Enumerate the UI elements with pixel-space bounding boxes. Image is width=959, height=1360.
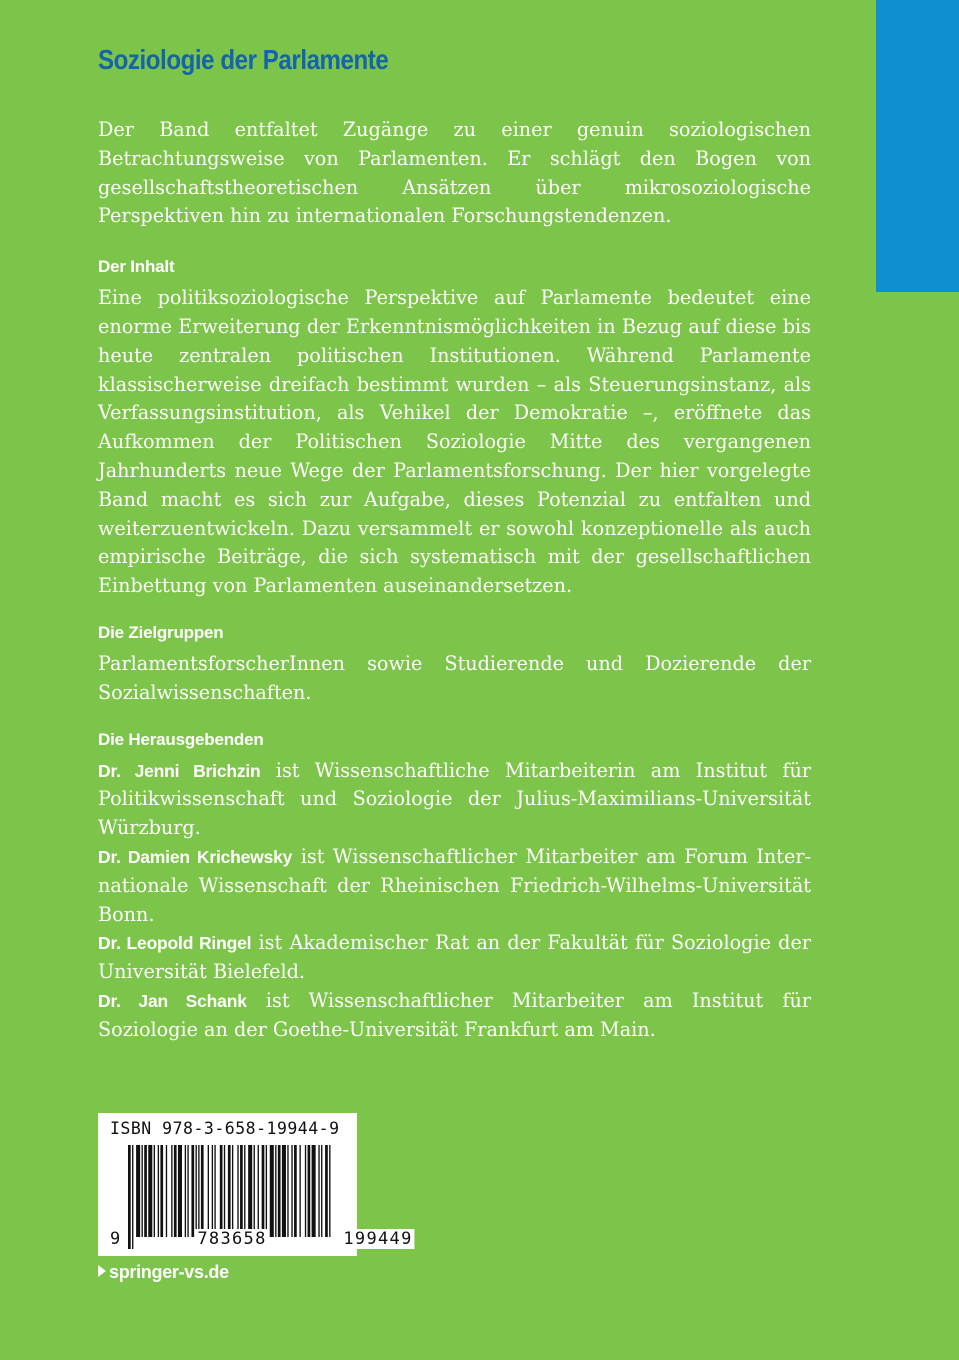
barcode-bar bbox=[191, 1145, 194, 1237]
barcode-bar bbox=[196, 1145, 197, 1237]
isbn-barcode bbox=[98, 1113, 413, 1256]
barcode-bar bbox=[294, 1145, 297, 1237]
barcode-bar bbox=[321, 1145, 322, 1237]
heading-zielgruppen: Die Zielgruppen bbox=[98, 622, 224, 642]
barcode-bar bbox=[187, 1145, 188, 1237]
editor-name: Dr. Leopold Ringel bbox=[98, 933, 252, 954]
publisher-link[interactable] bbox=[98, 1262, 229, 1283]
editor-description: ist Wissenschaftliche Mitarbeiterin am Institut für Politikwissenschaft und Soziologie der Julius-Maximilians-Universität Würzburg. bbox=[98, 758, 811, 840]
barcode-bar bbox=[144, 1145, 147, 1237]
isbn-label: ISBN 978-3-658-19944-9 bbox=[110, 1119, 340, 1138]
barcode-bar bbox=[244, 1145, 245, 1237]
editor-entry bbox=[98, 987, 811, 1045]
editor-entry bbox=[98, 757, 811, 843]
barcode-bar bbox=[132, 1145, 133, 1249]
inhalt-paragraph: Eine politiksoziologische Perspektive auf Parlamente bedeutet eine enorme Erweiterung der Erkenntnismöglichkeiten in Bezug auf diese bis heute zentralen politischen Institutionen. Während Parlamente klassischerweise dreifach bestimmt wurden – als Steuerungsinstanz, als Verfassungsinstitution, als Vehikel der Demokratie –, eröffnete das Aufkommen der Politischen Soziologie Mitte des vergangenen Jahrhunderts neue Wege der Parlamentsforschung. Der hier vorgelegte Band macht es sich zur Aufgabe, dieses Potenzial zu entfalten und weiterzuentwickeln. Dazu versammelt er sowohl konzeptionelle als auch empirische Beiträge, die sich systematisch mit der gesellschaftlichen Einbettung von Parlamenten auseinandersetzen. bbox=[98, 286, 811, 598]
heading-herausgebenden: Die Herausgebenden bbox=[98, 729, 264, 749]
barcode-lead-digit: 9 bbox=[110, 1229, 121, 1249]
barcode-bar bbox=[248, 1145, 252, 1237]
barcode-bar bbox=[178, 1145, 182, 1237]
barcode-bar bbox=[142, 1145, 143, 1237]
barcode-bar bbox=[148, 1145, 152, 1237]
barcode-bar bbox=[198, 1145, 199, 1237]
editor-entry bbox=[98, 843, 811, 929]
barcode-bar bbox=[166, 1145, 167, 1237]
book-title: Soziologie der Parlamente bbox=[98, 44, 389, 75]
barcode-bar bbox=[160, 1145, 163, 1237]
editor-description: ist Wissenschaftlicher Mitarbeiter am Forum Internationale Wissenschaft der Rheinischen Friedrich-Wilhelms-Universität Bonn. bbox=[98, 844, 811, 926]
barcode-bar bbox=[201, 1145, 204, 1237]
barcode-bar bbox=[305, 1145, 306, 1237]
triangle-arrow-icon bbox=[98, 1265, 106, 1277]
barcode-bar bbox=[329, 1145, 330, 1237]
barcode-bar bbox=[262, 1145, 265, 1237]
barcode-bar bbox=[171, 1145, 172, 1237]
editor-name: Dr. Jan Schank bbox=[98, 990, 247, 1011]
barcode-bar bbox=[312, 1145, 316, 1237]
barcode-bar bbox=[291, 1145, 292, 1237]
barcode-bar bbox=[275, 1145, 276, 1237]
barcode-bar bbox=[278, 1145, 281, 1237]
editor-entry bbox=[98, 929, 811, 987]
barcode-bar bbox=[232, 1145, 233, 1237]
barcode-bar bbox=[185, 1145, 186, 1237]
barcode-bar bbox=[258, 1145, 259, 1237]
intro-paragraph: Der Band entfaltet Zugänge zu einer genuin soziologischen Betrachtungsweise von Parlamenten. Er schlägt den Bogen von gesellschaftstheoretischen Ansätzen über mikrosoziologische Perspektiven hin zu internationalen Forschungstendenzen. bbox=[98, 118, 811, 228]
barcode-bar bbox=[270, 1145, 274, 1237]
barcode-bar bbox=[158, 1145, 159, 1237]
barcode-bar bbox=[208, 1145, 209, 1237]
barcode-bar bbox=[325, 1145, 328, 1237]
barcode-bar bbox=[174, 1145, 177, 1237]
editor-name: Dr. Damien Krichewsky bbox=[98, 846, 293, 867]
barcode-bar bbox=[299, 1145, 300, 1237]
barcode-bar bbox=[318, 1145, 319, 1237]
barcode-digits-left: 783658 bbox=[197, 1229, 267, 1249]
barcode-bar bbox=[224, 1145, 225, 1237]
barcode-bar bbox=[282, 1145, 286, 1237]
barcode-bar bbox=[266, 1145, 267, 1237]
publisher-link-text: springer-vs.de bbox=[109, 1262, 229, 1282]
accent-tab bbox=[876, 0, 959, 292]
editor-description: ist Wissenschaftlicher Mitarbeiter am Institut für Soziologie an der Goethe-Universität Frankfurt am Main. bbox=[98, 988, 811, 1041]
barcode-bar bbox=[212, 1145, 213, 1237]
barcode-bar bbox=[240, 1145, 243, 1237]
barcode-bar bbox=[154, 1145, 155, 1237]
barcode-bar bbox=[308, 1145, 311, 1237]
barcode-bar bbox=[128, 1145, 131, 1249]
barcode-bar bbox=[228, 1145, 231, 1237]
heading-inhalt: Der Inhalt bbox=[98, 257, 175, 277]
barcode-bar bbox=[237, 1145, 238, 1237]
back-cover-text bbox=[98, 44, 811, 1045]
editor-name: Dr. Jenni Brichzin bbox=[98, 760, 261, 781]
editor-description: ist Akademischer Rat an der Fakultät für Soziologie der Universität Bielefeld. bbox=[98, 931, 811, 984]
zielgruppen-paragraph: ParlamentsforscherInnen sowie Studierende und Dozierende der Sozialwissenschaften. bbox=[98, 651, 811, 704]
barcode-bar bbox=[220, 1145, 223, 1237]
barcode-bar bbox=[136, 1145, 140, 1237]
barcode-bar bbox=[287, 1145, 288, 1237]
barcode-bar bbox=[214, 1145, 215, 1237]
barcode-digits-right: 199449 bbox=[343, 1229, 413, 1249]
